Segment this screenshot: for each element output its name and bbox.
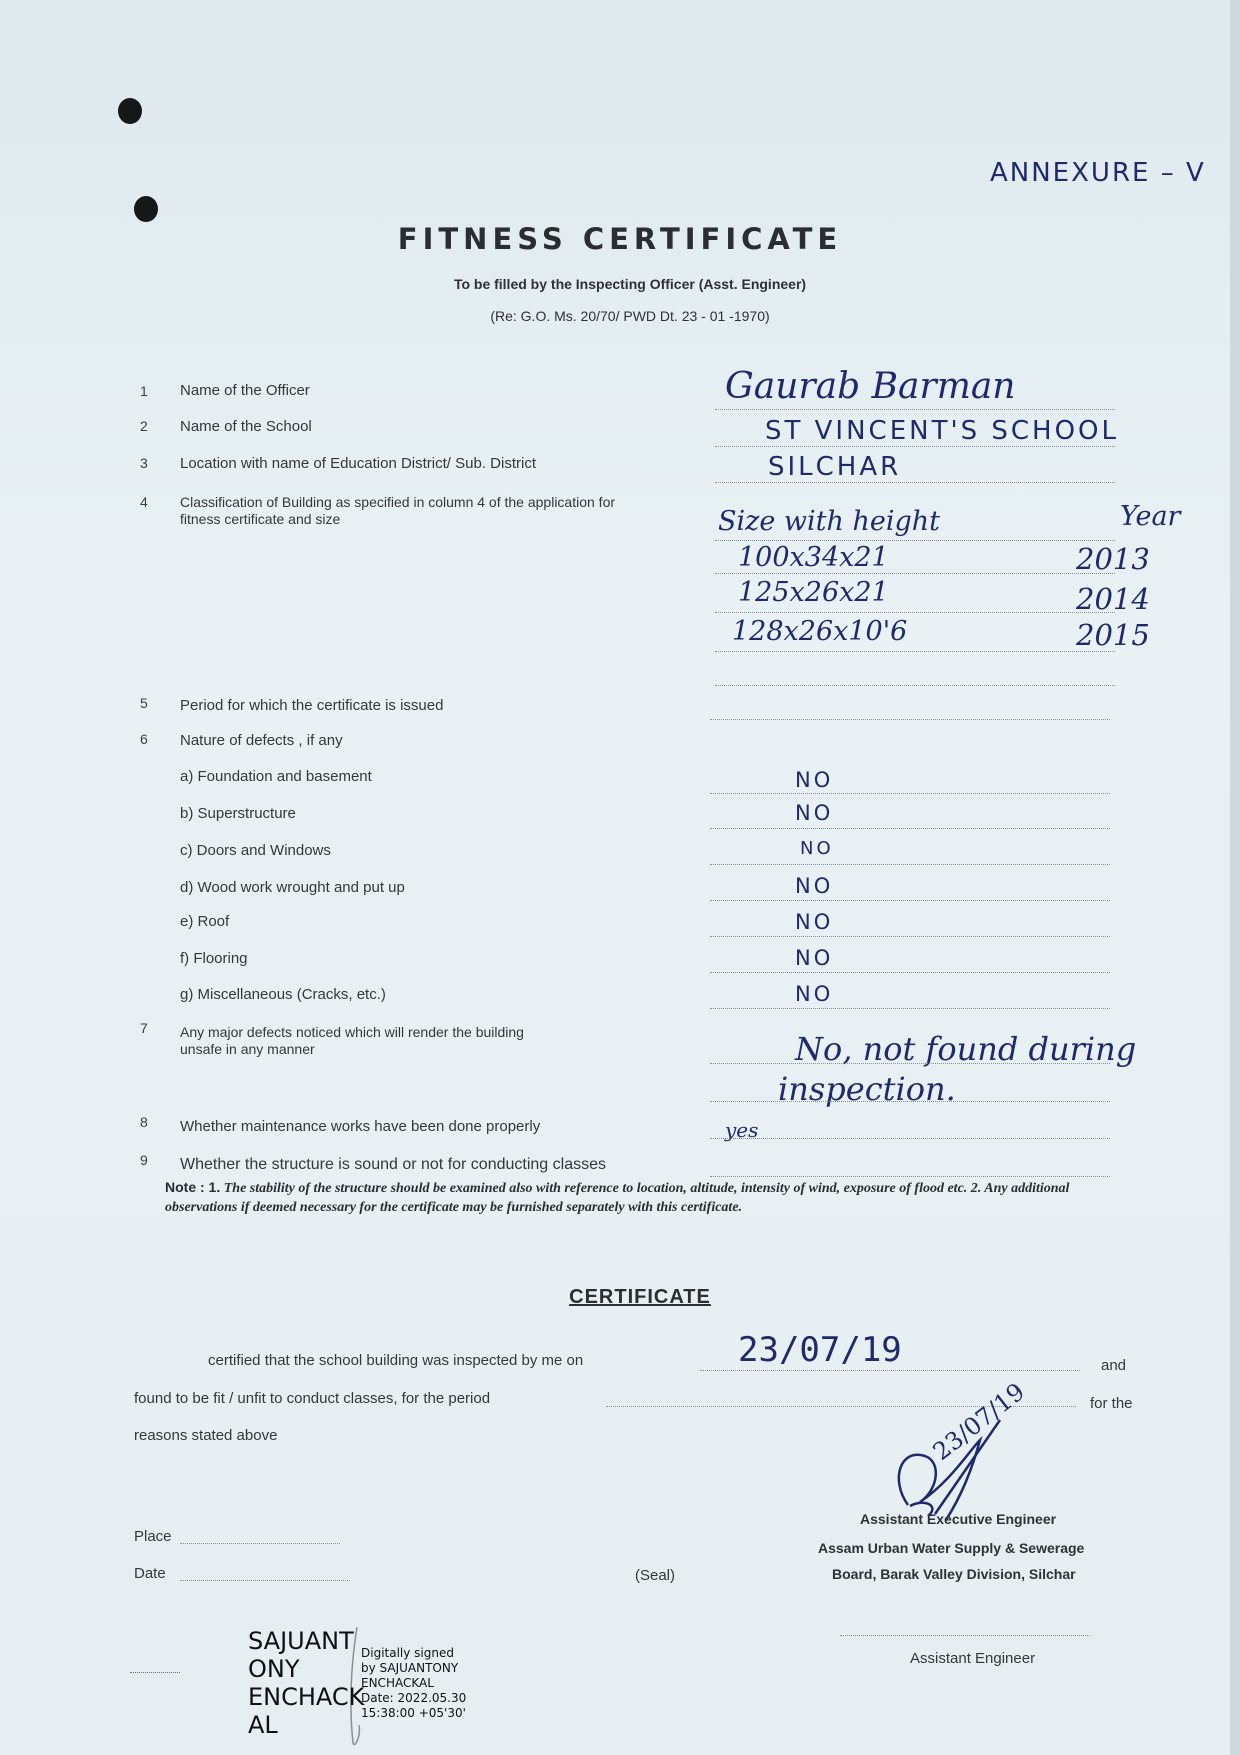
classification-line	[715, 540, 1115, 541]
classification-line	[715, 685, 1115, 686]
designation-line	[840, 1635, 1090, 1636]
left-mark	[130, 1672, 180, 1673]
punch-hole-top	[118, 98, 142, 124]
structure-sound-line	[710, 1176, 1110, 1177]
classification-line	[715, 651, 1115, 652]
signer-name-line: ONY	[248, 1655, 300, 1683]
page-edge	[1230, 0, 1240, 1755]
defect-value: NO	[795, 801, 834, 825]
seal-label: (Seal)	[635, 1567, 676, 1584]
defect-label: b) Superstructure	[180, 805, 296, 822]
item-number: 7	[140, 1020, 148, 1036]
defect-label: a) Foundation and basement	[180, 768, 372, 785]
period-label: Period for which the certificate is issued	[180, 697, 444, 714]
defect-label: g) Miscellaneous (Cracks, etc.)	[180, 986, 386, 1003]
defect-value: NO	[795, 946, 834, 970]
certificate-line-1: certified that the school building was inspected by me on	[208, 1352, 584, 1369]
inspection-date: 23/07/19	[738, 1330, 902, 1370]
digital-signature-details	[361, 1646, 466, 1721]
location-value: SILCHAR	[768, 452, 902, 482]
major-defects-value-continued: inspection.	[778, 1070, 956, 1108]
size-value: 100x34x21	[738, 542, 889, 573]
officer-value: Gaurab Barman	[725, 366, 1016, 407]
classification-label: Classification of Building as specified in column 4 of the application for fitness certificate and size	[180, 494, 616, 527]
certificate-line-3: reasons stated above	[134, 1427, 278, 1444]
maintenance-value: yes	[725, 1118, 759, 1142]
signature-detail-line: Digitally signed	[361, 1646, 454, 1660]
school-value: ST VINCENT'S SCHOOL	[765, 416, 1120, 446]
item-number: 2	[140, 418, 148, 434]
location-line	[715, 482, 1115, 483]
maintenance-label: Whether maintenance works have been done properly	[180, 1118, 541, 1135]
note-body: The stability of the structure should be examined also with reference to location, altitude, intensity of wind, exposure of flood etc. 2. Any additional observations if deemed necessary for the certificate may be furnished separately with this certificate.	[165, 1181, 1070, 1215]
location-label: Location with name of Education District/ Sub. District	[180, 455, 536, 472]
size-header: Size with height	[718, 506, 941, 537]
date-label: Date	[134, 1565, 166, 1582]
punch-hole-bottom	[134, 196, 158, 222]
major-defects-label: Any major defects noticed which will render the building unsafe in any manner	[180, 1024, 524, 1057]
item-number: 9	[140, 1152, 148, 1168]
certificate-line-2: found to be fit / unfit to conduct classes, for the period	[134, 1390, 491, 1407]
defect-value: NO	[800, 838, 834, 859]
signature-detail-line: 15:38:00 +05'30'	[361, 1706, 466, 1720]
officer-label: Name of the Officer	[180, 382, 310, 399]
digital-signer-name	[248, 1627, 364, 1739]
year-header: Year	[1120, 501, 1181, 532]
defect-line	[710, 828, 1110, 829]
certificate-and: and	[1101, 1357, 1127, 1374]
inspection-date-line	[700, 1370, 1080, 1371]
defect-line	[710, 972, 1110, 973]
size-value: 125x26x21	[738, 577, 889, 608]
defect-label: f) Flooring	[180, 950, 248, 967]
defect-line	[710, 936, 1110, 937]
item-number: 1	[140, 383, 148, 399]
defects-label: Nature of defects , if any	[180, 732, 343, 749]
note-prefix: Note : 1.	[165, 1179, 221, 1195]
defect-value: NO	[795, 874, 834, 898]
page-title: FITNESS CERTIFICATE	[397, 222, 843, 256]
annexure-label: ANNEXURE – V	[990, 158, 1206, 188]
defect-value: NO	[795, 982, 834, 1006]
signer-name-line: ENCHACK	[248, 1683, 365, 1711]
certificate-for-the: for the	[1090, 1395, 1133, 1412]
signer-name-line: SAJUANT	[248, 1627, 354, 1655]
classification-line	[715, 573, 1115, 574]
defect-line	[710, 1008, 1110, 1009]
page-subtitle: To be filled by the Inspecting Officer (Asst. Engineer)	[453, 276, 807, 292]
structure-sound-label: Whether the structure is sound or not for conducting classes	[180, 1156, 606, 1173]
signature-date: 23/07/19	[927, 1377, 1030, 1466]
defect-value: NO	[795, 768, 834, 792]
major-defects-line	[710, 1063, 1110, 1064]
maintenance-line	[710, 1138, 1110, 1139]
officer-line	[715, 409, 1115, 410]
item-number: 6	[140, 731, 148, 747]
defect-line	[710, 864, 1110, 865]
designation-label: Assistant Engineer	[910, 1650, 1036, 1667]
defect-label: e) Roof	[180, 913, 230, 930]
item-number: 5	[140, 695, 148, 711]
place-line	[180, 1543, 340, 1544]
major-defects-value: No, not found during	[795, 1030, 1137, 1068]
year-value: 2013	[1076, 542, 1150, 576]
school-label: Name of the School	[180, 418, 312, 435]
year-value: 2014	[1076, 582, 1150, 616]
defect-value: NO	[795, 910, 834, 934]
signature-detail-line: by SAJUANTONY	[361, 1661, 459, 1675]
reference-line: (Re: G.O. Ms. 20/70/ PWD Dt. 23 - 01 -1970)	[490, 308, 770, 324]
signer-name-line: AL	[248, 1711, 278, 1739]
item-number: 8	[140, 1114, 148, 1130]
period-line	[710, 719, 1110, 720]
major-defects-line	[710, 1101, 1110, 1102]
certificate-heading: CERTIFICATE	[569, 1286, 711, 1308]
defect-line	[710, 900, 1110, 901]
item-number: 3	[140, 455, 148, 471]
note-text	[165, 1178, 1125, 1217]
date-line	[180, 1580, 350, 1581]
stamp-line-1: Assistant Executive Engineer	[860, 1511, 1057, 1527]
stamp-line-2: Assam Urban Water Supply & Sewerage	[818, 1540, 1085, 1556]
year-value: 2015	[1076, 618, 1150, 652]
stamp-line-3: Board, Barak Valley Division, Silchar	[832, 1566, 1076, 1582]
school-line	[715, 446, 1115, 447]
defect-label: d) Wood work wrought and put up	[180, 879, 405, 896]
signature-detail-line: Date: 2022.05.30	[361, 1691, 467, 1705]
place-label: Place	[134, 1528, 172, 1545]
defect-label: c) Doors and Windows	[180, 842, 331, 859]
item-number: 4	[140, 494, 148, 510]
signature-detail-line: ENCHACKAL	[361, 1676, 434, 1690]
defect-line	[710, 793, 1110, 794]
classification-line	[715, 612, 1115, 613]
size-value: 128x26x10'6	[732, 616, 908, 647]
